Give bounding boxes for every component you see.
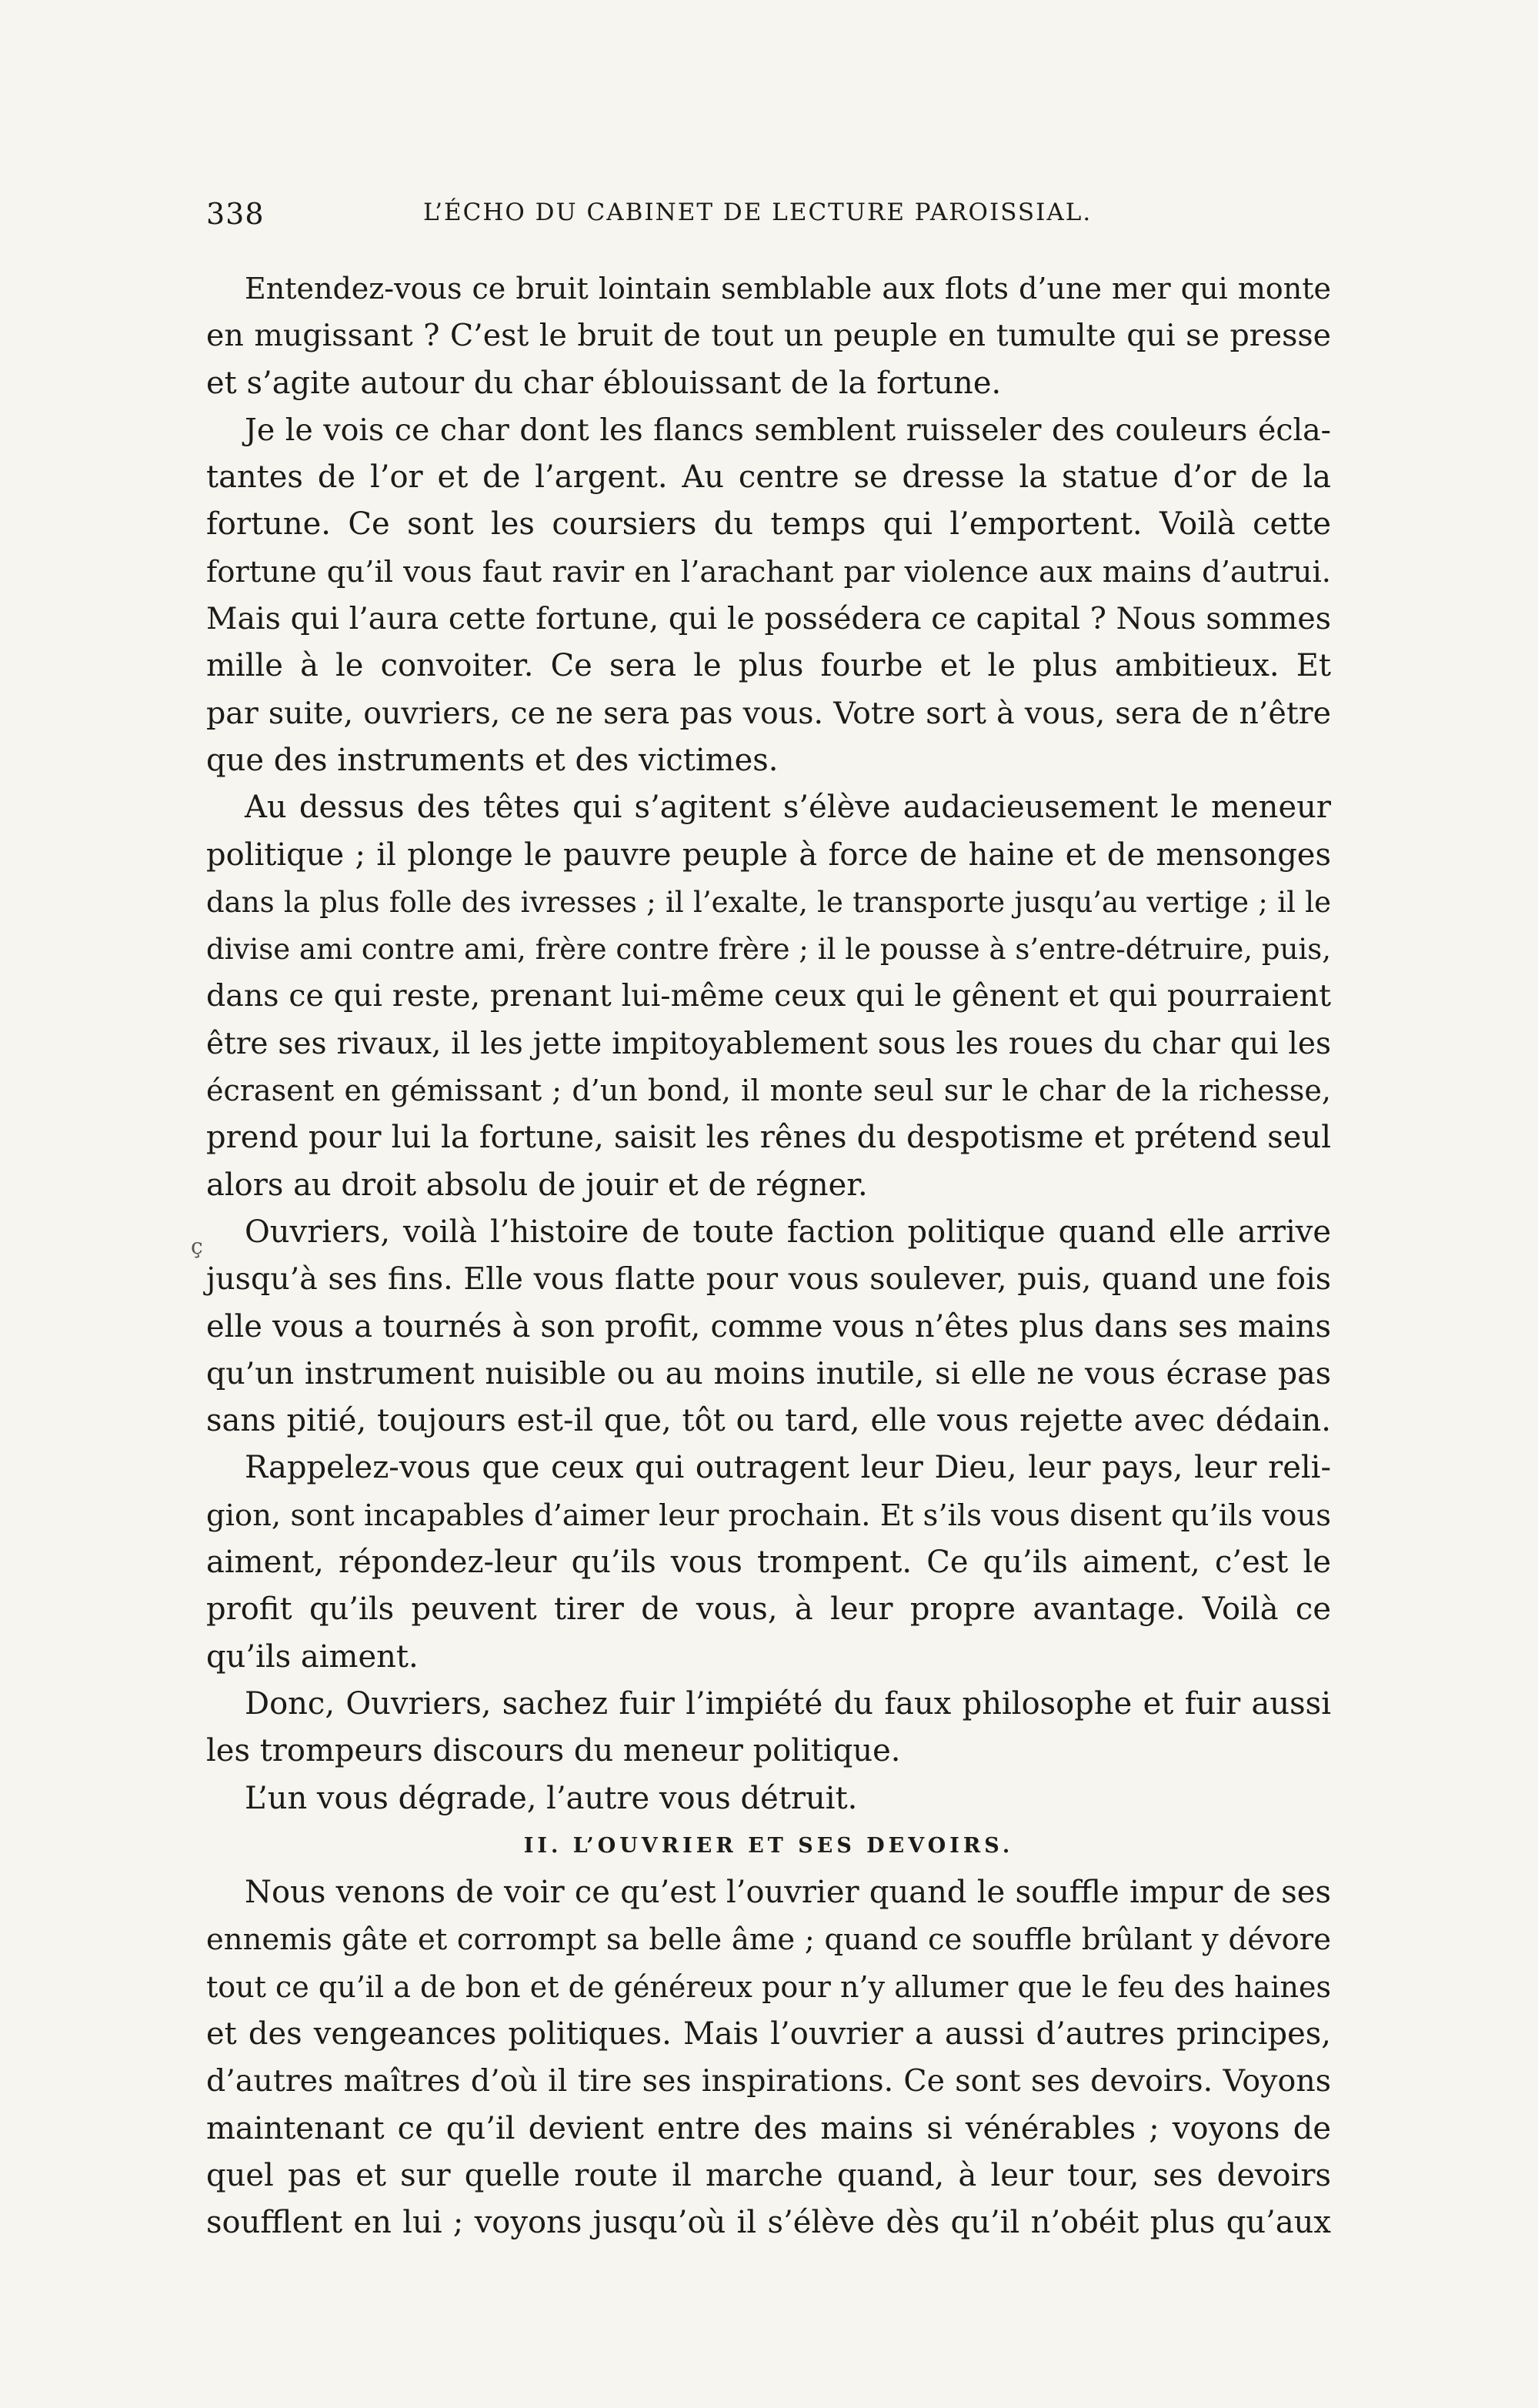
text-line: sans pitié, toujours est-il que, tôt ou tard, elle vous rejette avec dédain.	[206, 1403, 1331, 1439]
text-line: d’autres maîtres d’où il tire ses inspirations. Ce sont ses devoirs. Voyons	[206, 2063, 1331, 2099]
text-line: les trompeurs discours du meneur politique.	[206, 1733, 901, 1769]
text-line: prend pour lui la fortune, saisit les rênes du despotisme et prétend seul	[206, 1120, 1331, 1156]
text-line: par suite, ouvriers, ce ne sera pas vous. Votre sort à vous, sera de n’être	[206, 695, 1331, 731]
margin-mark: ç	[191, 1234, 203, 1259]
text-line: Au dessus des têtes qui s’agitent s’élève audacieusement le meneur	[245, 790, 1331, 826]
text-line: dans ce qui reste, prenant lui-même ceux qui le gênent et qui pourraient	[206, 978, 1331, 1014]
text-line: tantes de l’or et de l’argent. Au centre se dresse la statue d’or de la	[206, 459, 1331, 496]
text-block-after-heading	[206, 1869, 1331, 2246]
text-line: Mais qui l’aura cette fortune, qui le possédera ce capital ? Nous sommes	[206, 601, 1331, 637]
text-line: écrasent en gémissant ; d’un bond, il monte seul sur le char de la richesse,	[206, 1074, 1331, 1108]
text-line: gion, sont incapables d’aimer leur prochain. Et s’ils vous disent qu’ils vous	[206, 1498, 1331, 1533]
text-line: aiment, répondez-leur qu’ils vous trompent. Ce qu’ils aiment, c’est le	[206, 1545, 1331, 1581]
text-line: Entendez-vous ce bruit lointain semblable aux flots d’une mer qui monte	[245, 272, 1331, 306]
text-line: profit qu’ils peuvent tirer de vous, à leur propre avantage. Voilà ce	[206, 1591, 1331, 1628]
body-text	[206, 266, 1331, 2246]
text-line: ennemis gâte et corrompt sa belle âme ; quand ce souffle brûlant y dévore	[206, 1922, 1331, 1958]
text-line: qu’ils aiment.	[206, 1638, 419, 1675]
text-line: être ses rivaux, il les jette impitoyablement sous les roues du char qui les	[206, 1026, 1331, 1061]
text-line: Nous venons de voir ce qu’est l’ouvrier quand le souffle impur de ses	[245, 1875, 1331, 1911]
text-line: fortune. Ce sont les coursiers du temps qui l’emportent. Voilà cette	[206, 506, 1331, 543]
text-line: maintenant ce qu’il devient entre des mains si vénérables ; voyons de	[206, 2110, 1331, 2146]
text-line: fortune qu’il vous faut ravir en l’arachant par violence aux mains d’autrui.	[206, 554, 1331, 589]
text-line: qu’un instrument nuisible ou au moins inutile, si elle ne vous écrase pas	[206, 1355, 1331, 1391]
text-line: et s’agite autour du char éblouissant de la fortune.	[206, 365, 1002, 401]
text-line: mille à le convoiter. Ce sera le plus fourbe et le plus ambitieux. Et	[206, 648, 1331, 684]
text-line: Rappelez-vous que ceux qui outragent leur Dieu, leur pays, leur reli-	[245, 1450, 1331, 1486]
text-line: soufflent en lui ; voyons jusqu’où il s’élève dès qu’il n’obéit plus qu’aux	[206, 2205, 1331, 2241]
text-line: Donc, Ouvriers, sachez fuir l’impiété du faux philosophe et fuir aussi	[245, 1685, 1331, 1722]
text-line: que des instruments et des victimes.	[206, 742, 779, 778]
text-block-before-heading	[206, 266, 1331, 1822]
text-line: alors au droit absolu de jouir et de régner.	[206, 1167, 868, 1203]
page-header	[206, 197, 1329, 243]
page-number: 338	[206, 197, 265, 231]
text-line: quel pas et sur quelle route il marche quand, à leur tour, ses devoirs	[206, 2157, 1331, 2193]
text-line: divise ami contre ami, frère contre frère ; il le pousse à s’entre-détruire, puis,	[206, 933, 1331, 967]
section-heading: II. L’OUVRIER ET SES DEVOIRS.	[523, 1833, 1014, 1858]
text-line: dans la plus folle des ivresses ; il l’exalte, le transporte jusqu’au vertige ; il le	[206, 885, 1331, 919]
text-line: Ouvriers, voilà l’histoire de toute faction politique quand elle arrive	[245, 1214, 1331, 1250]
text-line: politique ; il plonge le pauvre peuple à force de haine et de mensonges	[206, 837, 1331, 873]
text-line: Je le vois ce char dont les flancs semblent ruisseler des couleurs écla-	[245, 412, 1331, 448]
text-line: L’un vous dégrade, l’autre vous détruit.	[245, 1780, 858, 1816]
running-title: L’ÉCHO DU CABINET DE LECTURE PAROISSIAL.	[423, 199, 1093, 226]
text-line: en mugissant ? C’est le bruit de tout un peuple en tumulte qui se presse	[206, 318, 1331, 354]
text-line: et des vengeances politiques. Mais l’ouvrier a aussi d’autres principes,	[206, 2016, 1331, 2052]
text-line: jusqu’à ses fins. Elle vous flatte pour vous soulever, puis, quand une fois	[206, 1261, 1331, 1298]
text-line: elle vous a tournés à son profit, comme vous n’êtes plus dans ses mains	[206, 1308, 1331, 1344]
text-line: tout ce qu’il a de bon et de généreux pour n’y allumer que le feu des haines	[206, 1969, 1331, 2004]
